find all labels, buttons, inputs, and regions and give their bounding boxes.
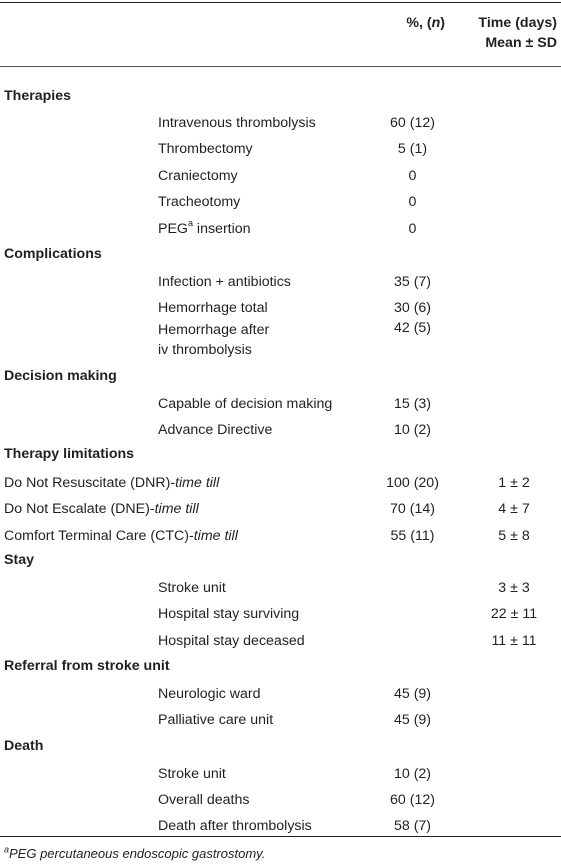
- row-label-text: Do Not Resuscitate (DNR)-: [4, 475, 176, 491]
- time-value: 22 ± 11: [490, 606, 538, 622]
- percent-value: 30 (6): [393, 300, 432, 316]
- section-title: Therapies: [4, 88, 72, 104]
- row-label: [4, 475, 219, 491]
- row-label: [4, 528, 238, 544]
- time-value: 1 ± 2: [498, 475, 530, 491]
- row-label-line: Hemorrhage after: [158, 322, 270, 338]
- percent-value: 55 (11): [390, 528, 435, 544]
- row-label-text: PEG: [158, 221, 188, 237]
- percent-value: 60 (12): [390, 115, 435, 131]
- row-label: Palliative care unit: [158, 712, 274, 728]
- section-title: Referral from stroke unit: [4, 658, 170, 674]
- table-top-rule: [0, 2, 561, 3]
- percent-value: 10 (2): [393, 422, 432, 438]
- row-label-italic: time till: [175, 475, 220, 491]
- row-label-italic: time till: [154, 501, 199, 517]
- percent-value: 5 (1): [397, 141, 428, 157]
- row-label: Stroke unit: [158, 766, 226, 782]
- percent-value: 35 (7): [393, 274, 432, 290]
- column-header-percent-text: %, (: [406, 15, 432, 31]
- row-label-text: Comfort Terminal Care (CTC)-: [4, 528, 194, 544]
- column-header-time-line1: Time (days): [478, 15, 557, 31]
- column-header-time-line2: Mean ± SD: [485, 35, 557, 51]
- percent-value: 100 (20): [386, 475, 439, 491]
- row-label: Infection + antibiotics: [158, 274, 291, 290]
- percent-value: 0: [408, 194, 417, 210]
- row-label: Overall deaths: [158, 792, 250, 808]
- section-title: Stay: [4, 552, 34, 568]
- column-header-percent: [355, 13, 445, 33]
- row-label: [158, 218, 251, 237]
- row-label: Advance Directive: [158, 422, 273, 438]
- row-label: Capable of decision making: [158, 396, 333, 412]
- table-footnote: [4, 846, 265, 861]
- footnote-marker: a: [187, 218, 193, 229]
- time-value: 3 ± 3: [498, 580, 530, 596]
- percent-value: 0: [408, 168, 417, 184]
- header-rule: [0, 66, 561, 67]
- percent-value: 45 (9): [393, 686, 432, 702]
- row-label: Hospital stay deceased: [158, 633, 305, 649]
- percent-value: 15 (3): [393, 396, 432, 412]
- row-label: Craniectomy: [158, 168, 238, 184]
- row-label-text: Do Not Escalate (DNE)-: [4, 501, 155, 517]
- percent-value: 45 (9): [393, 712, 432, 728]
- section-title: Therapy limitations: [4, 446, 135, 462]
- percent-value: 10 (2): [393, 766, 432, 782]
- row-label-italic: time till: [193, 528, 238, 544]
- section-title: Death: [4, 738, 44, 754]
- percent-value: 58 (7): [393, 818, 432, 834]
- footnote-marker: a: [4, 844, 10, 855]
- row-label: Intravenous thrombolysis: [158, 115, 316, 131]
- row-label: Stroke unit: [158, 580, 226, 596]
- row-label: [4, 501, 199, 517]
- time-value: 5 ± 8: [498, 528, 530, 544]
- section-title: Complications: [4, 246, 102, 262]
- column-header-percent-close: ): [440, 15, 445, 31]
- percent-value: 0: [408, 221, 417, 237]
- section-title: Decision making: [4, 368, 117, 384]
- table-bottom-rule: [0, 836, 561, 837]
- footnote-text: PEG percutaneous endoscopic gastrostomy.: [9, 846, 266, 861]
- percent-value: 70 (14): [390, 501, 435, 517]
- time-value: 4 ± 7: [498, 501, 530, 517]
- percent-value: 60 (12): [390, 792, 435, 808]
- row-label: Tracheotomy: [158, 194, 241, 210]
- row-label: Hemorrhage total: [158, 300, 268, 316]
- percent-value: 42 (5): [393, 320, 432, 336]
- row-label: Neurologic ward: [158, 686, 261, 702]
- column-header-percent-n: n: [431, 15, 441, 31]
- column-header-time: [460, 13, 557, 53]
- row-label-text: insertion: [192, 221, 251, 237]
- row-label: Thrombectomy: [158, 141, 253, 157]
- row-label: Hospital stay surviving: [158, 606, 300, 622]
- row-label: Death after thrombolysis: [158, 818, 312, 834]
- row-label-line: iv thrombolysis: [158, 342, 252, 358]
- row-label: [158, 320, 269, 360]
- time-value: 11 ± 11: [491, 633, 537, 649]
